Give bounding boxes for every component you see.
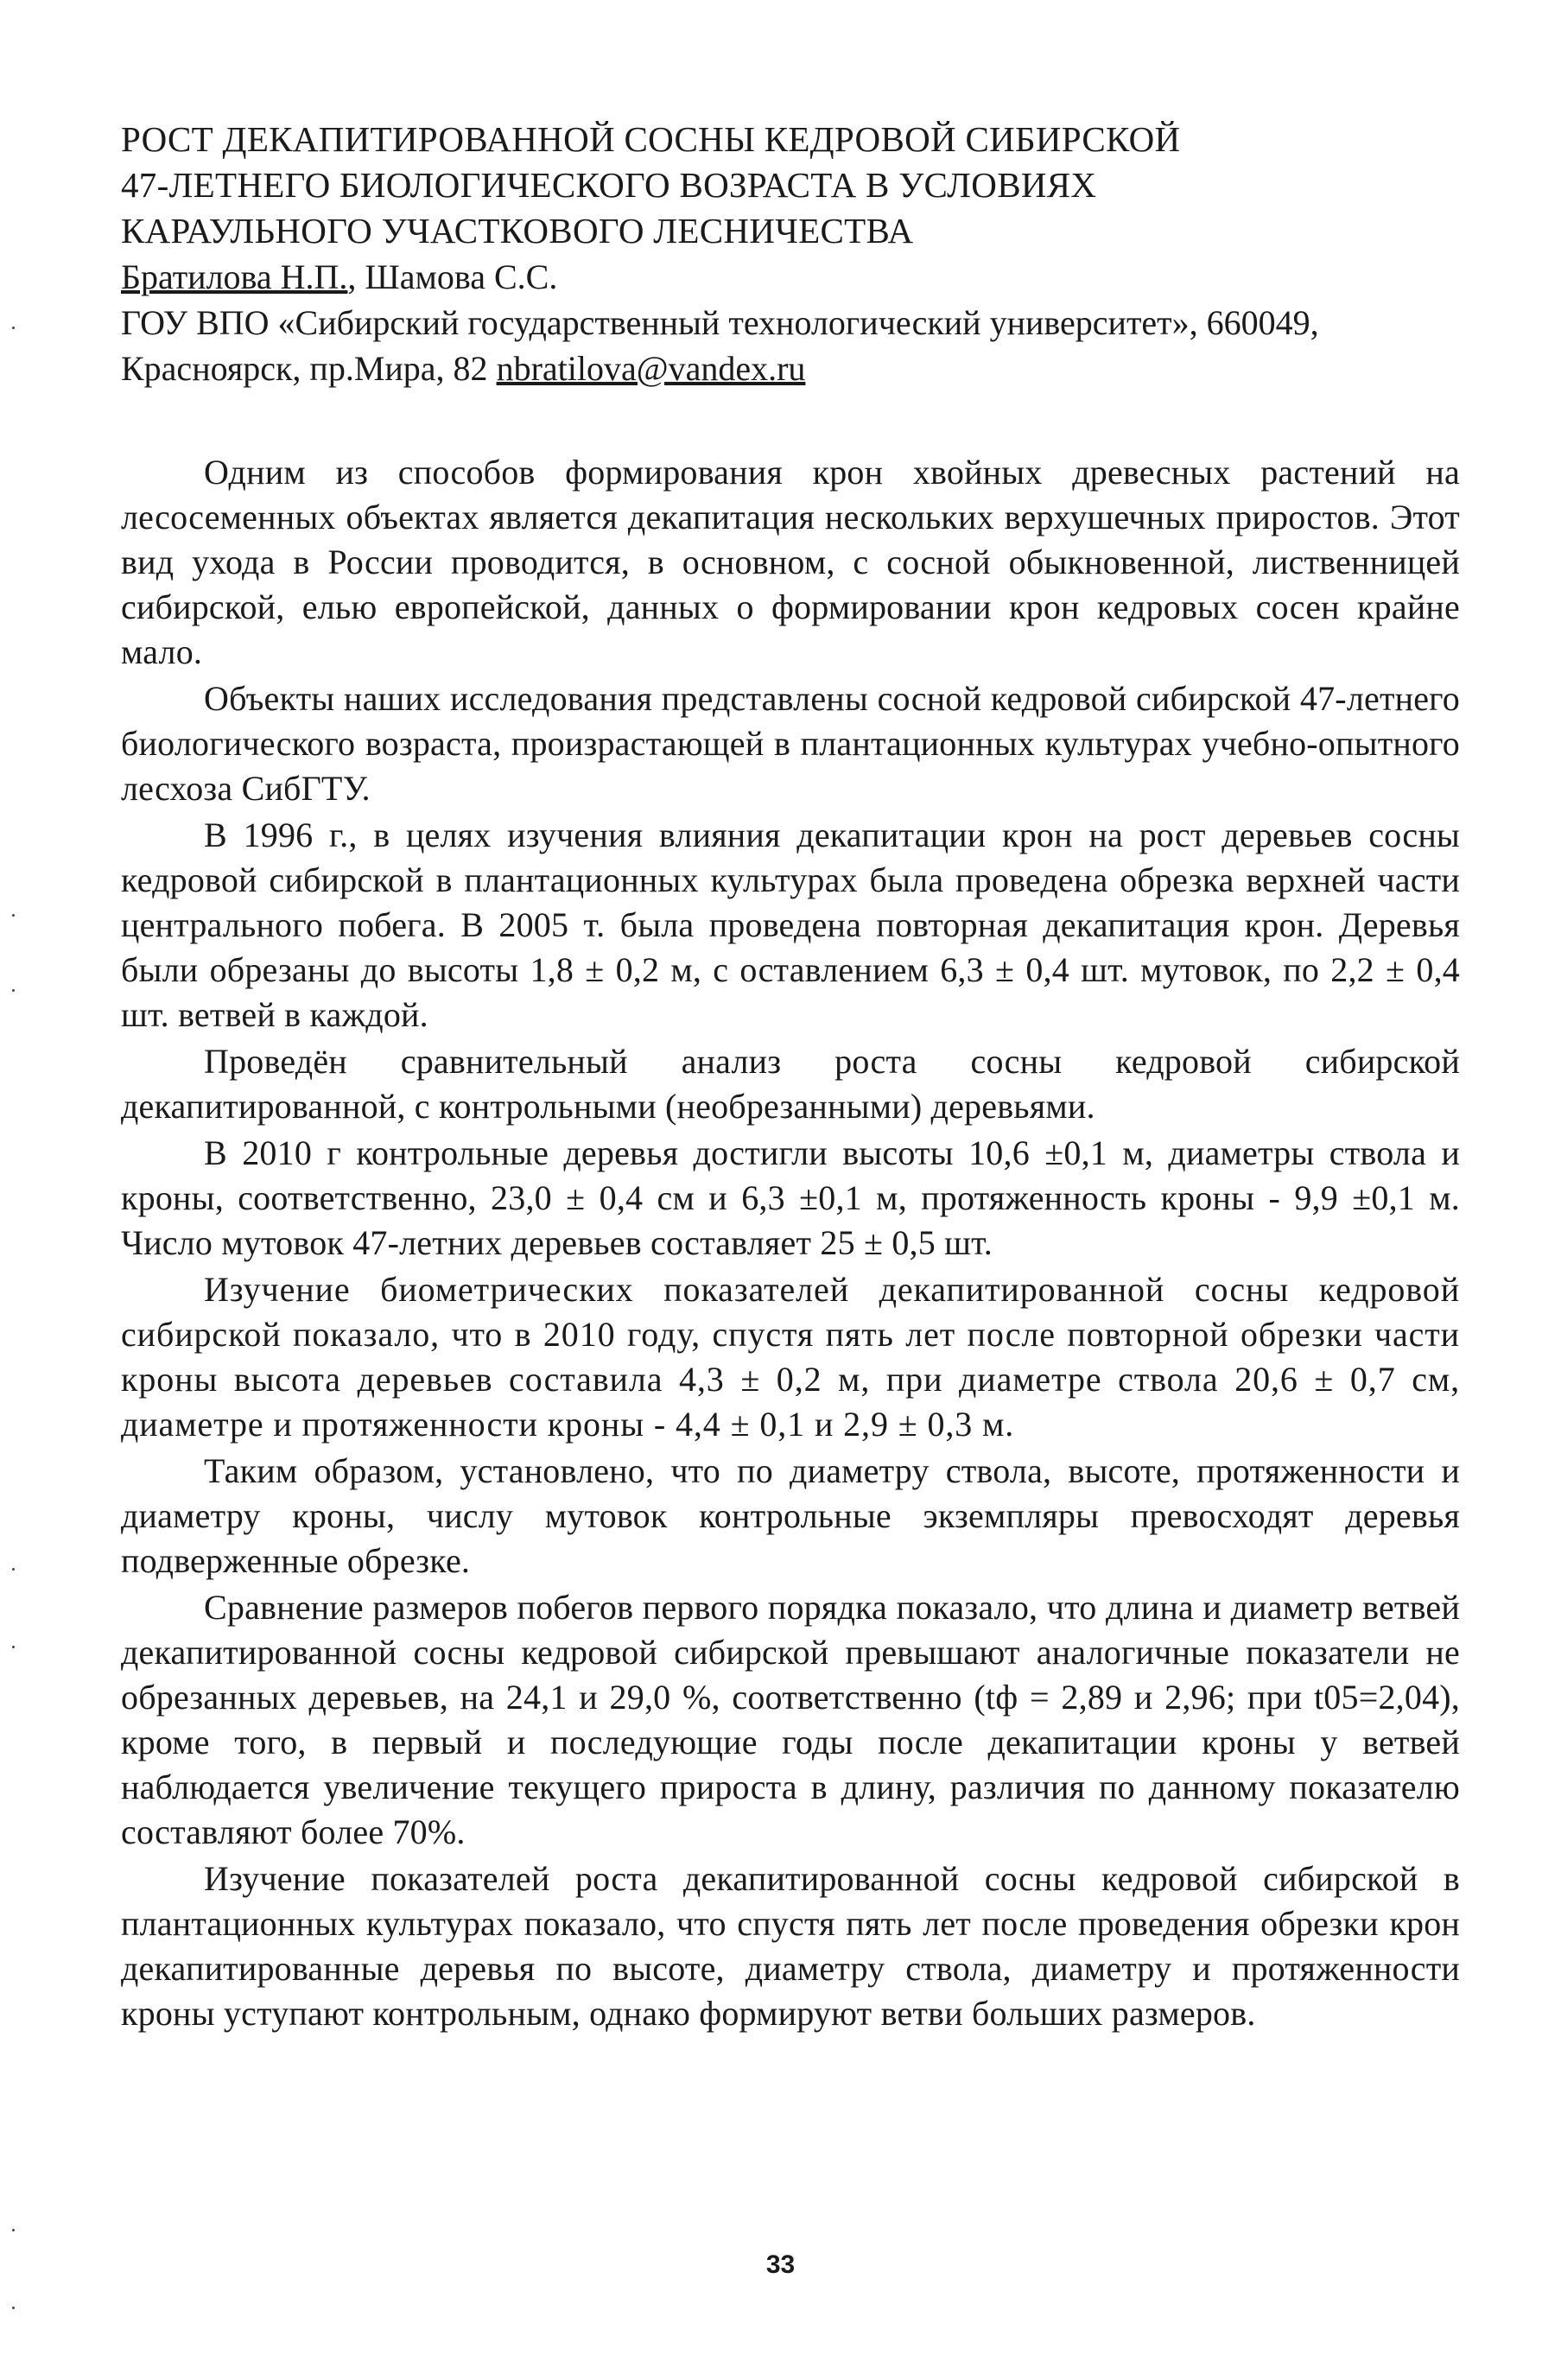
margin-speck	[12, 2229, 15, 2231]
authors	[121, 254, 1460, 300]
article-header	[121, 117, 1460, 391]
affiliation-line-1: ГОУ ВПО «Сибирский государственный технологический университет», 660049,	[121, 303, 1319, 342]
paragraph-7: Таким образом, установлено, что по диаметру ствола, высоте, протяженности и диаметру кроны, числу мутовок контрольные экземпляры превосходят деревья подверженные обрезке.	[121, 1451, 1460, 1580]
article	[121, 117, 1460, 2036]
title-line-1: РОСТ ДЕКАПИТИРОВАННОЙ СОСНЫ КЕДРОВОЙ СИБИРСКОЙ	[121, 119, 1181, 159]
paragraph-9: Изучение показателей роста декапитированной сосны кедровой сибирской в плантационных культурах показало, что спустя пять лет после проведения обрезки крон декапитированные деревья по высоте, диаметру ствола, диаметру и протяженности кроны уступают контрольным, однако формируют ветви больших размеров.	[121, 1859, 1460, 2033]
paragraph-5: В 2010 г контрольные деревья достигли высоты 10,6 ±0,1 м, диаметры ствола и кроны, соответственно, 23,0 ± 0,4 см и 6,3 ±0,1 м, протяженность кроны - 9,9 ±0,1 м. Число мутовок 47-летних деревьев составляет 25 ± 0,5 шт.	[121, 1133, 1460, 1262]
author-2: Шамова С.С.	[365, 257, 558, 296]
title-line-2: 47-ЛЕТНЕГО БИОЛОГИЧЕСКОГО ВОЗРАСТА В УСЛОВИЯХ	[121, 165, 1097, 205]
margin-speck	[12, 1568, 15, 1571]
margin-speck	[12, 914, 15, 917]
paragraph-6: Изучение биометрических показателей декапитированной сосны кедровой сибирской показало, что в 2010 году, спустя пять лет после повторной обрезки части кроны высота деревьев составила 4,3 ± 0,2 м, при диаметре ствола 20,6 ± 0,7 см, диаметре и протяженности кроны - 4,4 ± 0,1 и 2,9 ± 0,3 м.	[121, 1270, 1460, 1444]
margin-speck	[12, 989, 15, 992]
page-number: 33	[765, 2250, 796, 2279]
paragraph-3: В 1996 г., в целях изучения влияния декапитации крон на рост деревьев сосны кедровой сибирской в плантационных культурах была проведена обрезка верхней части центрального побега. В 2005 т. была проведена повторная декапитация крон. Деревья были обрезаны до высоты 1,8 ± 0,2 м, с оставлением 6,3 ± 0,4 шт. мутовок, по 2,2 ± 0,4 шт. ветвей в каждой.	[121, 816, 1460, 1034]
author-separator: ,	[347, 257, 365, 296]
paragraph-1: Одним из способов формирования крон хвойных древесных растений на лесосеменных объектах является декапитация нескольких верхушечных приростов. Этот вид ухода в России проводится, в основном, с сосной обыкновенной, лиственницей сибирской, елью европейской, данных о формировании крон кедровых сосен крайне мало.	[121, 453, 1460, 671]
paragraph-8: Сравнение размеров побегов первого порядка показало, что длина и диаметр ветвей декапитированной сосны кедровой сибирской превышают аналогичные показатели не обрезанных деревьев, на 24,1 и 29,0 %, соответственно (tф = 2,89 и 2,96; при t05=2,04), кроме того, в первый и последующие годы после декапитации кроны у ветвей наблюдается увеличение текущего прироста в длину, различия по данному показателю составляют более 70%.	[121, 1588, 1460, 1851]
margin-speck	[12, 2307, 15, 2309]
margin-speck	[12, 327, 15, 329]
email-link[interactable]: nbratilova@vandex.ru	[496, 349, 806, 388]
affiliation-address: Красноярск, пр.Мира, 82	[121, 349, 497, 388]
affiliation-line-2	[121, 346, 1460, 391]
margin-speck	[12, 1646, 15, 1648]
author-1: Братилова Н.П.	[121, 257, 348, 296]
title-line-3: КАРАУЛЬНОГО УЧАСТКОВОГО ЛЕСНИЧЕСТВА	[121, 211, 914, 251]
paragraph-2: Объекты наших исследования представлены сосной кедровой сибирской 47-летнего биологического возраста, произрастающей в плантационных культурах учебно-опытного лесхоза СибГТУ.	[121, 679, 1460, 808]
paragraph-4: Проведён сравнительный анализ роста сосны кедровой сибирской декапитированной, с контрольными (необрезанными) деревьями.	[121, 1042, 1460, 1126]
article-body	[121, 450, 1460, 2036]
